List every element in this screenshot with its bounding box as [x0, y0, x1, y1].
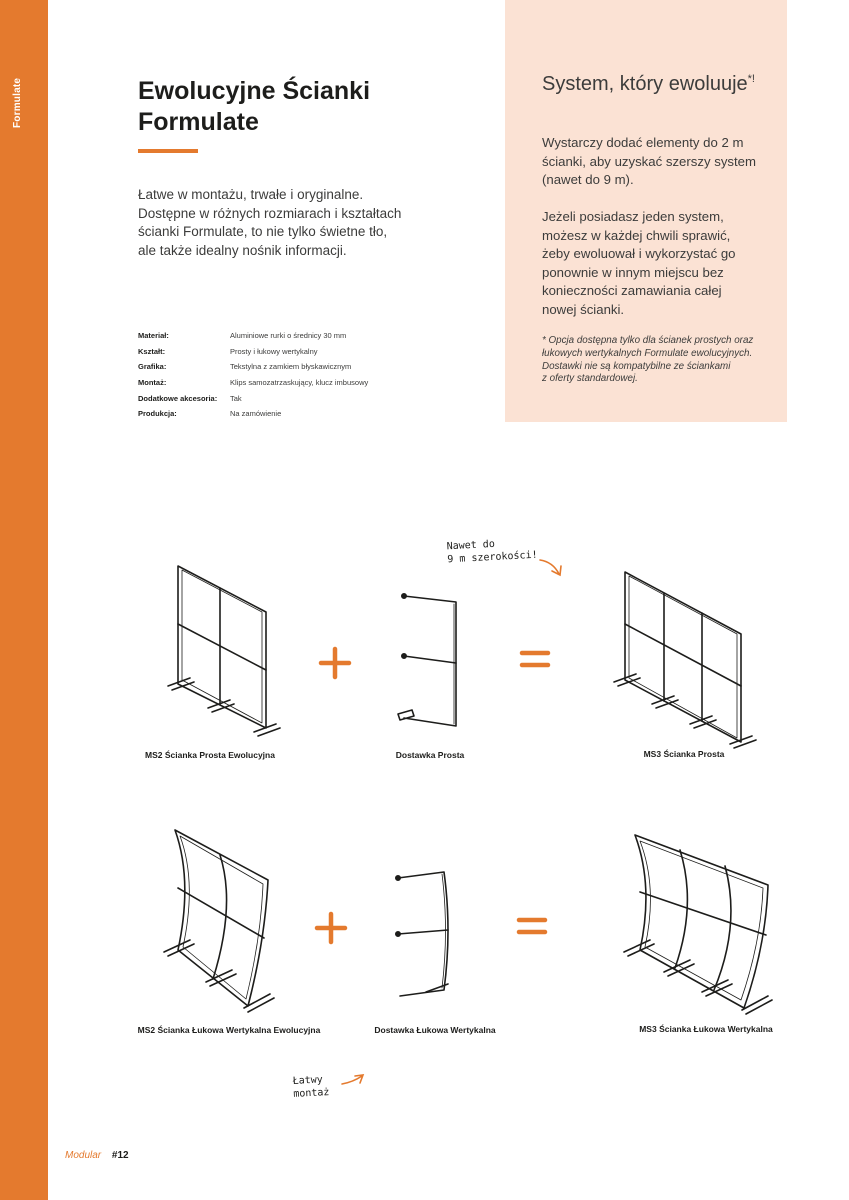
panel-line: żeby ewoluował i wykorzystać go: [542, 246, 736, 261]
spec-key: Montaż:: [138, 378, 167, 388]
panel-note-line: * Opcja dostępna tylko dla ścianek prostych oraz: [542, 335, 754, 346]
spec-value: Na zamówienie: [230, 409, 282, 419]
title-line-2: Formulate: [138, 108, 259, 136]
panel-line: nowej ścianki.: [542, 301, 625, 317]
annotation-line: 9 m szerokości!: [447, 549, 538, 566]
intro-line: Łatwe w montażu, trwałe i oryginalne.: [138, 187, 364, 202]
arrow-icon: [540, 560, 561, 575]
spec-key: Grafika:: [138, 362, 167, 372]
spec-value: Klips samozatrzaskujący, klucz imbusowy: [230, 378, 369, 388]
panel-title-mark: *!: [747, 73, 755, 85]
width-annotation: [446, 536, 538, 567]
equals-sign-1: [522, 653, 548, 665]
caption-ms3-curved: MS3 Ścianka Łukowa Wertykalna: [639, 1024, 773, 1034]
ms3-straight-wall-illustration: [614, 572, 756, 748]
spec-value: Prosty i łukowy wertykalny: [230, 346, 318, 356]
spec-key: Dodatkowe akcesoria:: [138, 393, 218, 403]
panel-note-line: Dostawki nie są kompatybilne ze ściankami: [542, 360, 731, 372]
intro-line: ale także idealny nośnik informacji.: [138, 242, 347, 258]
ms2-curved-wall-illustration: [164, 830, 274, 1012]
ms2-straight-wall-illustration: [168, 566, 280, 736]
curved-addon-illustration: [396, 872, 448, 996]
spec-value: Tekstylna z zamkiem błyskawicznym: [230, 362, 352, 372]
spec-value: Aluminiowe rurki o średnicy 30 mm: [230, 331, 347, 341]
easy-assembly-annotation: [292, 1073, 329, 1101]
panel-line: (nawet do 9 m).: [542, 172, 634, 187]
spec-value: Tak: [230, 393, 242, 403]
panel-line: Wystarczy dodać elementy do 2 m: [542, 135, 744, 150]
annotation-line: Nawet do: [446, 538, 496, 553]
footer-brand: Modular: [65, 1150, 102, 1161]
annotation-line: montaż: [293, 1087, 330, 1100]
side-label: Formulate: [12, 77, 23, 128]
ms3-curved-wall-illustration: [624, 835, 772, 1014]
spec-key: Materiał:: [138, 331, 169, 341]
caption-ms2-straight: MS2 Ścianka Prosta Ewolucyjna: [145, 750, 275, 760]
panel-note-line: łukowych wertykalnych Formulate ewolucyjnych.: [542, 347, 753, 359]
panel-line: konieczności zamawiania całej: [542, 283, 722, 298]
panel-line: możesz w każdej chwili sprawić,: [542, 227, 731, 243]
annotation-line: Łatwy: [292, 1074, 324, 1087]
spec-key: Kształt:: [138, 346, 166, 356]
equals-sign-2: [519, 920, 545, 932]
straight-addon-illustration: [398, 594, 456, 726]
page-number: #12: [111, 1150, 129, 1161]
caption-straight-addon: Dostawka Prosta: [395, 750, 465, 760]
panel-line: Jeżeli posiadasz jeden system,: [542, 209, 724, 224]
intro-line: Dostępne w różnych rozmiarach i kształtach: [138, 205, 402, 221]
title-line-1: Ewolucyjne Ścianki: [138, 77, 371, 105]
page-footer: [65, 1150, 129, 1161]
intro-line: ścianki Formulate, to nie tylko świetne tło,: [138, 224, 388, 239]
panel-note-line: z oferty standardowej.: [542, 373, 638, 385]
caption-curved-addon: Dostawka Łukowa Wertykalna: [374, 1025, 496, 1035]
spec-key: Produkcja:: [138, 409, 177, 419]
caption-ms2-curved: MS2 Ścianka Łukowa Wertykalna Ewolucyjna: [137, 1025, 321, 1035]
plus-sign-1: [321, 649, 349, 677]
plus-sign-2: [317, 914, 345, 942]
caption-ms3-straight: MS3 Ścianka Prosta: [643, 749, 725, 759]
panel-line: ponownie w innym miejscu bez: [542, 264, 724, 280]
arrow-icon: [342, 1075, 363, 1084]
panel-title-text: System, który ewoluuje: [542, 73, 748, 95]
panel-line: ścianki, aby uzyskać szerszy system: [542, 153, 756, 169]
